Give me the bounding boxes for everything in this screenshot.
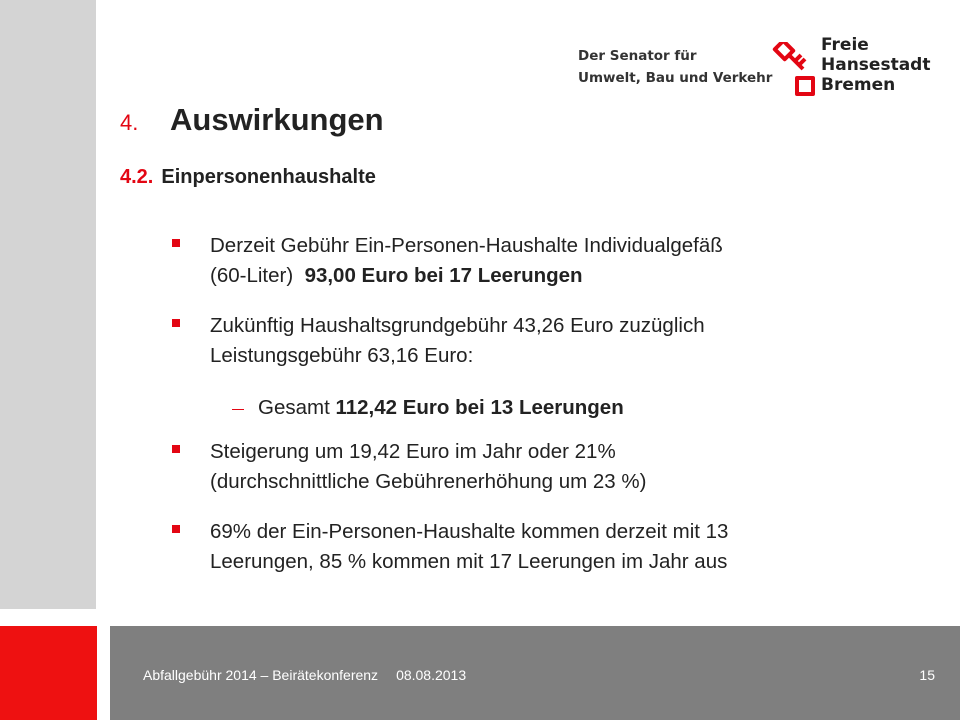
bullet-line: Leistungsgebühr 63,16 Euro: [210, 344, 474, 367]
heading-title: Auswirkungen [170, 102, 384, 137]
bullet-item-future-fee [172, 311, 892, 371]
bullet-square-icon [172, 319, 180, 327]
bullet-line: Derzeit Gebühr Ein-Personen-Haushalte Individualgefäß [210, 234, 723, 257]
left-accent-bar [0, 0, 96, 609]
bullet-line: Steigerung um 19,42 Euro im Jahr oder 21% [210, 440, 616, 463]
bullet-square-icon [172, 445, 180, 453]
bullet-line: (60-Liter) [210, 264, 305, 287]
footer-title: Abfallgebühr 2014 – Beirätekonferenz [143, 667, 379, 683]
department-name [578, 45, 772, 89]
bullet-line: (durchschnittliche Gebührenerhöhung um 23 %) [210, 470, 647, 493]
slide-subheading [120, 166, 376, 189]
bullet-item-current-fee [172, 231, 892, 291]
department-line-1: Der Senator für [578, 48, 697, 64]
city-line-3: Bremen [821, 75, 896, 95]
city-name [821, 35, 930, 95]
dash-icon [232, 409, 244, 410]
subheading-title: Einpersonenhaushalte [161, 166, 376, 188]
subbullet-highlight: 112,42 Euro bei 13 Leerungen [335, 396, 624, 419]
department-line-2: Umwelt, Bau und Verkehr [578, 70, 773, 86]
city-line-2: Hansestadt [821, 55, 931, 75]
footer-date: 08.08.2013 [396, 667, 467, 683]
footer-text [143, 667, 466, 683]
bullet-highlight: 93,00 Euro bei 17 Leerungen [304, 264, 583, 287]
heading-number: 4. [120, 110, 139, 135]
bullet-line: Zukünftig Haushaltsgrundgebühr 43,26 Euro zuzüglich [210, 314, 705, 337]
bremen-key-coat-of-arms-icon [772, 42, 816, 98]
city-line-1: Freie [821, 35, 869, 55]
bullet-line: Leerungen, 85 % kommen mit 17 Leerungen im Jahr aus [210, 550, 728, 573]
footer-red-block [0, 626, 97, 720]
page-number: 15 [919, 667, 935, 683]
bullet-square-icon [172, 525, 180, 533]
subbullet-text: Gesamt [258, 396, 336, 419]
bullet-item-increase [172, 437, 892, 497]
bullet-line: 69% der Ein-Personen-Haushalte kommen derzeit mit 13 [210, 520, 729, 543]
subbullet-total [232, 393, 624, 423]
bullet-square-icon [172, 239, 180, 247]
bullet-item-share [172, 517, 892, 577]
subheading-number: 4.2. [120, 166, 154, 188]
slide-heading [120, 102, 384, 138]
